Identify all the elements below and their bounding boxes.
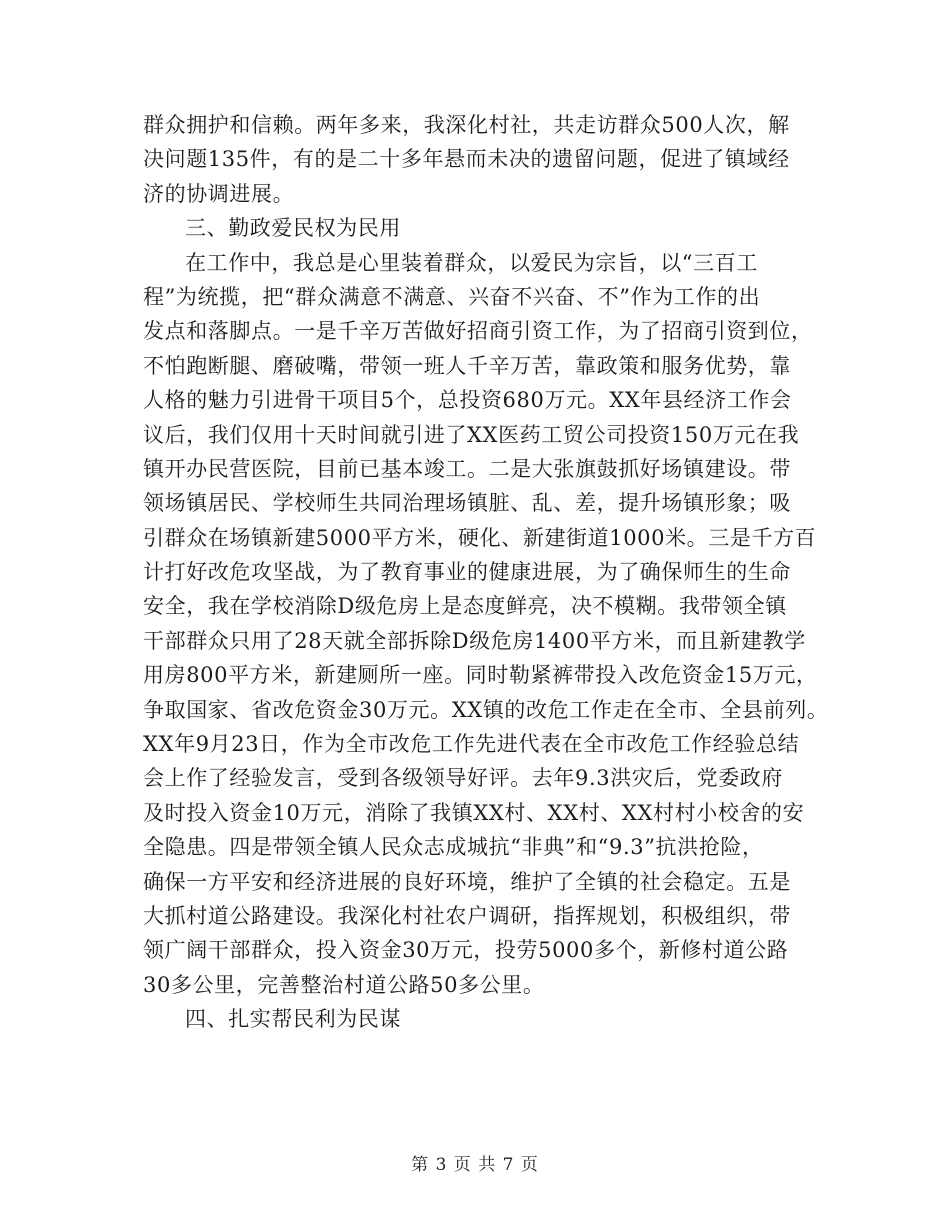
- document-body: [143, 108, 829, 1037]
- text-line: 会上作了经验发言，受到各级领导好评。去年9.3洪灾后，党委政府: [143, 766, 783, 791]
- text-line: 30多公里，完善整治村道公路50多公里。: [143, 972, 545, 997]
- text-line: 用房800平方米，新建厕所一座。同时勒紧裤带投入改危资金15万元，: [143, 663, 818, 688]
- text-line: 议后，我们仅用十天时间就引进了XX医药工贸公司投资150万元在我: [143, 422, 800, 447]
- text-line: 领广阔干部群众，投入资金30万元，投劳5000多个，新修村道公路: [143, 938, 789, 963]
- text-line: 全隐患。四是带领全镇人民众志成城抗“非典”和“9.3”抗洪抢险，: [143, 835, 764, 860]
- text-line: 群众拥护和信赖。两年多来，我深化村社，共走访群众500人次，解: [143, 113, 790, 137]
- text-line: 引群众在场镇新建5000平方米，硬化、新建街道1000米。三是千方百: [143, 525, 817, 550]
- text-line: 确保一方平安和经济进展的良好环境，维护了全镇的社会稳定。五是: [143, 869, 791, 894]
- text-line: 在工作中，我总是心里装着群众，以爱民为宗旨，以“三百工: [185, 250, 758, 275]
- page-number: 第 3 页 共 7 页: [411, 1155, 539, 1175]
- text-line: 干部群众只用了28天就全部拆除D级危房1400平方米，而且新建教学: [143, 628, 806, 653]
- text-line: 安全，我在学校消除D级危房上是态度鲜亮，决不模糊。我带领全镇: [143, 594, 787, 619]
- text-line: 人格的魅力引进骨干项目5个，总投资680万元。XX年县经济工作会: [143, 388, 792, 413]
- text-line: 决问题135件，有的是二十多年悬而未决的遗留问题，促进了镇域经: [143, 147, 790, 172]
- text-line: 镇开办民营医院，目前已基本竣工。二是大张旗鼓抓好场镇建设。带: [143, 456, 791, 481]
- section-heading: 三、勤政爱民权为民用: [185, 216, 401, 241]
- section-heading: 四、扎实帮民利为民谋: [185, 1007, 401, 1032]
- text-line: 程”为统揽，把“群众满意不满意、兴奋不兴奋、不”作为工作的出: [143, 284, 761, 309]
- text-line: 争取国家、省改危资金30万元。XX镇的改危工作走在全市、全县前列。: [143, 697, 829, 722]
- text-line: 不怕跑断腿、磨破嘴，带领一班人千辛万苦，靠政策和服务优势，靠: [143, 353, 791, 378]
- text-line: 大抓村道公路建设。我深化村社农户调研，指挥规划，积极组织，带: [143, 903, 791, 928]
- text-line: 济的协调进展。: [143, 181, 295, 206]
- text-line: 及时投入资金10万元，消除了我镇XX村、XX村、XX村村小校舍的安: [143, 800, 805, 825]
- text-line: XX年9月23日，作为全市改危工作先进代表在全市改危工作经验总结: [143, 732, 800, 757]
- text-line: 发点和落脚点。一是千辛万苦做好招商引资工作，为了招商引资到位，: [143, 319, 813, 344]
- text-line: 领场镇居民、学校师生共同治理场镇脏、乱、差，提升场镇形象；吸: [143, 491, 791, 516]
- text-line: 计打好改危攻坚战，为了教育事业的健康进展，为了确保师生的生命: [143, 560, 791, 585]
